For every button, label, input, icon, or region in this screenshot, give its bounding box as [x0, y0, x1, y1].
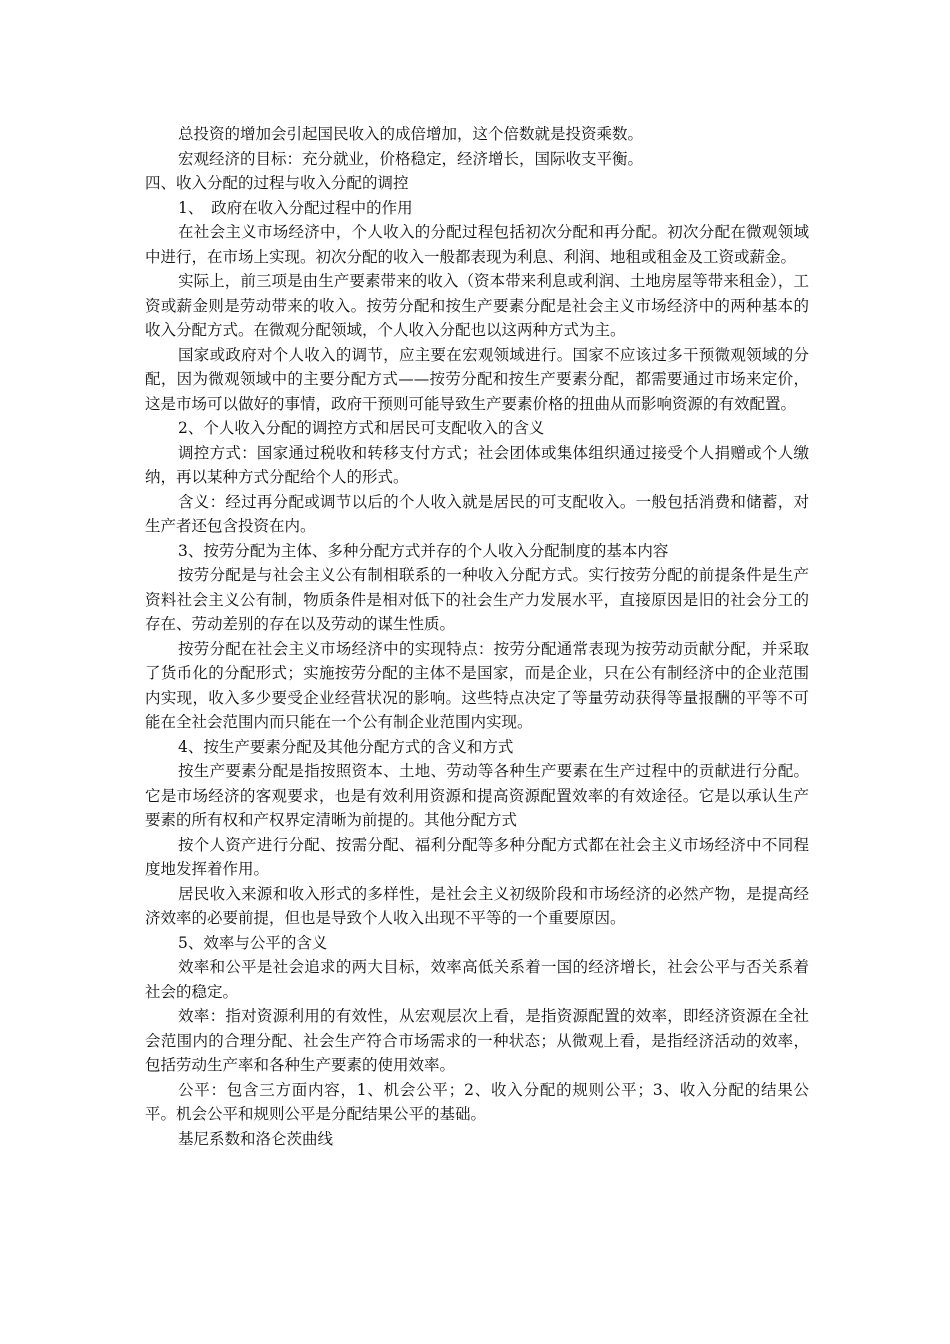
paragraph: 效率：指对资源利用的有效性，从宏观层次上看，是指资源配置的效率，即经济资源在全社会范围内的合理分配、社会生产符合市场需求的一种状态；从微观上看，是指经济活动的效率，包括劳动生产率和各种生产要素的使用效率。	[145, 1007, 809, 1074]
paragraph: 含义：经过再分配或调节以后的个人收入就是居民的可支配收入。一般包括消费和储蓄，对生产者还包含投资在内。	[145, 492, 809, 535]
paragraph: 实际上，前三项是由生产要素带来的收入（资本带来利息或利润、土地房屋等带来租金），工资或薪金则是劳动带来的收入。按劳分配和按生产要素分配是社会主义市场经济中的两种基本的收入分配方式。在微观分配领域，个人收入分配也以这两种方式为主。	[145, 272, 809, 339]
paragraph: 居民收入来源和收入形式的多样性，是社会主义初级阶段和市场经济的必然产物，是提高经济效率的必要前提，但也是导致个人收入出现不平等的一个重要原因。	[145, 884, 809, 927]
document-body	[145, 122, 809, 1151]
paragraph: 按劳分配在社会主义市场经济中的实现特点：按劳分配通常表现为按劳动贡献分配，并采取了货币化的分配形式；实施按劳分配的主体不是国家，而是企业，只在公有制经济中的企业范围内实现，收入多少要受企业经营状况的影响。这些特点决定了等量劳动获得等量报酬的平等不可能在全社会范围内而只能在一个公有制企业范围内实现。	[145, 639, 809, 731]
paragraph: 基尼系数和洛仑茨曲线	[178, 1129, 334, 1148]
subsection-heading: 3、按劳分配为主体、多种分配方式并存的个人收入分配制度的基本内容	[178, 541, 669, 560]
subsection-heading: 4、按生产要素分配及其他分配方式的含义和方式	[178, 737, 514, 756]
section-heading: 四、收入分配的过程与收入分配的调控	[145, 174, 409, 192]
paragraph: 总投资的增加会引起国民收入的成倍增加，这个倍数就是投资乘数。	[178, 125, 644, 143]
subsection-heading: 2、个人收入分配的调控方式和居民可支配收入的含义	[178, 419, 545, 437]
paragraph: 国家或政府对个人收入的调节，应主要在宏观领域进行。国家不应该过多干预微观领域的分配，因为微观领域中的主要分配方式——按劳分配和按生产要素分配，都需要通过市场来定价，这是市场可以做好的事情，政府干预则可能导致生产要素价格的扭曲从而影响资源的有效配置。	[145, 345, 809, 413]
paragraph: 在社会主义市场经济中，个人收入的分配过程包括初次分配和再分配。初次分配在微观领域中进行，在市场上实现。初次分配的收入一般都表现为利息、利润、地租或租金及工资或薪金。	[145, 223, 809, 266]
paragraph: 效率和公平是社会追求的两大目标，效率高低关系着一国的经济增长，社会公平与否关系着社会的稳定。	[145, 958, 809, 1001]
paragraph: 按劳分配是与社会主义公有制相联系的一种收入分配方式。实行按劳分配的前提条件是生产资料社会主义公有制，物质条件是相对低下的社会生产力发展水平，直接原因是旧的社会分工的存在、劳动差别的存在以及劳动的谋生性质。	[145, 566, 809, 633]
paragraph: 按个人资产进行分配、按需分配、福利分配等多种分配方式都在社会主义市场经济中不同程度地发挥着作用。	[145, 835, 809, 878]
paragraph: 调控方式：国家通过税收和转移支付方式；社会团体或集体组织通过接受个人捐赠或个人缴纳，再以某种方式分配给个人的形式。	[145, 443, 809, 486]
subsection-heading: 5、效率与公平的含义	[178, 933, 328, 952]
paragraph: 宏观经济的目标：充分就业，价格稳定，经济增长，国际收支平衡。	[178, 149, 644, 168]
subsection-heading: 1、 政府在收入分配过程中的作用	[178, 198, 413, 217]
paragraph: 按生产要素分配是指按照资本、土地、劳动等各种生产要素在生产过程中的贡献进行分配。它是市场经济的客观要求，也是有效利用资源和提高资源配置效率的有效途径。它是以承认生产要素的所有权和产权界定清晰为前提的。其他分配方式	[145, 762, 809, 829]
paragraph: 公平：包含三方面内容，1、机会公平；2、收入分配的规则公平；3、收入分配的结果公平。机会公平和规则公平是分配结果公平的基础。	[145, 1080, 809, 1123]
